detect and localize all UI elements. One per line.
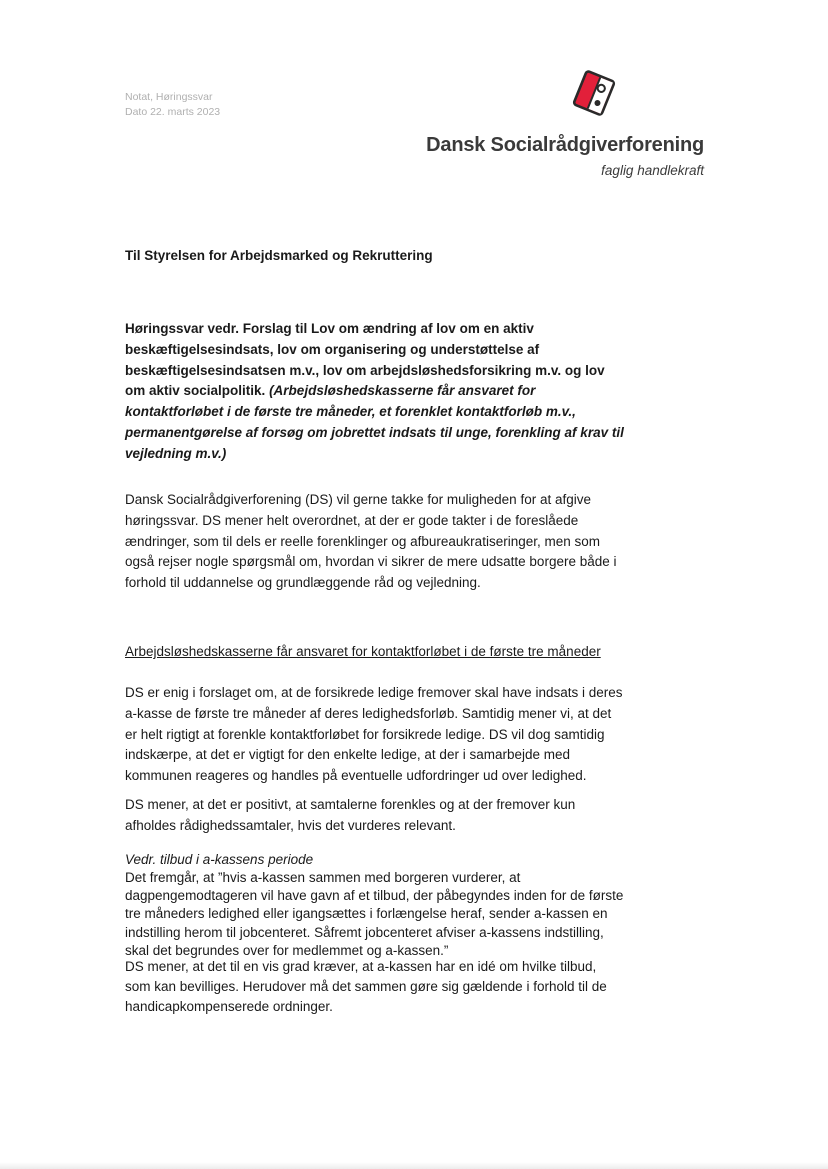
document-meta	[125, 90, 220, 120]
ds-logo-icon	[566, 70, 622, 116]
intro-paragraph: Dansk Socialrådgiverforening (DS) vil gerne takke for muligheden for at afgive høringssvar. DS mener helt overordnet, at der er gode takter i de foreslåede ændringer, som til dels er reelle forenklinger og afbureaukratiseringer, men som også rejser nogle spørgsmål om, hvordan vi sikrer de mere udsatte borgere både i forhold til uddannelse og grundlæggende råd og vejledning.	[125, 492, 617, 591]
org-name: Dansk Socialrådgiverforening	[426, 134, 704, 156]
quote-paragraph: Det fremgår, at ”hvis a-kassen sammen med borgeren vurderer, at dagpengemodtageren vil have gavn af et tilbud, der påbegyndes inden for de første tre måneders ledighed eller igangsættes i forlængelse heraf, sender a-kassen en indstilling herom til jobcenteret. Såfremt jobcenteret afviser a-kassens indstilling, skal det begrundes over for medlemmet og a-kassen.”	[125, 870, 624, 958]
subject-paragraph	[125, 319, 625, 465]
section-paragraph-4: DS mener, at det til en vis grad kræver, at a-kassen har en idé om hvilke tilbud, som kan bevilliges. Herudover må det sammen gøre sig gældende i forhold til de handicapkompenserede ordninger.	[125, 959, 607, 1014]
subject-parenthetical: (Arbejdsløshedskasserne får ansvaret for kontaktforløbet i de første tre måneder, et forenklet kontaktforløb m.v., permanentgørelse af forsøg om jobrettet indsats til unge, forenkling af krav til vejledning m.v.)	[125, 383, 624, 461]
document-type: Notat, Høringssvar	[125, 91, 213, 103]
org-tagline: faglig handlekraft	[601, 163, 704, 178]
page-edge	[0, 1162, 828, 1169]
document-date: Dato 22. marts 2023	[125, 106, 221, 118]
section-paragraph-1: DS er enig i forslaget om, at de forsikrede ledige fremover skal have indsats i deres a-kasse de første tre måneder af deres ledighedsforløb. Samtidig mener vi, at det er helt rigtigt at forenkle kontaktforløbet for forsikrede ledige. DS vil dog samtidig indskærpe, at det er vigtigt for den enkelte ledige, at der i samarbejde med kommunen reageres og handles på eventuelle udfordringer ud over ledighed.	[125, 685, 623, 784]
section-paragraph-2: DS mener, at det er positivt, at samtalerne forenkles og at der fremover kun afholdes rådighedssamtaler, hvis det vurderes relevant.	[125, 797, 576, 833]
section-heading: Arbejdsløshedskasserne får ansvaret for kontaktforløbet i de første tre måneder	[125, 644, 601, 659]
recipient-line: Til Styrelsen for Arbejdsmarked og Rekruttering	[125, 248, 433, 263]
section-subheading: Vedr. tilbud i a-kassens periode	[125, 852, 314, 867]
subject-title: Høringssvar vedr. Forslag til Lov om ændring af lov om en aktiv beskæftigelsesindsats, lov om organisering og understøttelse af beskæftigelsesindsatsen m.v., lov om arbejdsløshedsforsikring m.v. og lov om aktiv socialpolitik.	[125, 321, 605, 399]
